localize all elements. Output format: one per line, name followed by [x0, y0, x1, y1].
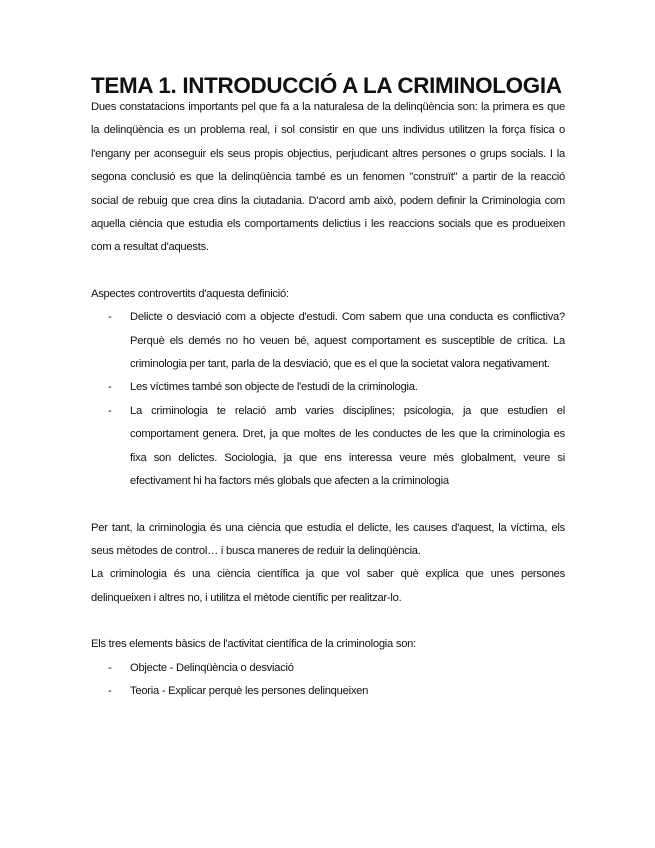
summary-paragraph: Per tant, la criminologia és una ciència que estudia el delicte, les causes d'aquest, la víctima, els seus mètodes de control… i busca maneres de reduir la delinqüència.	[91, 521, 565, 557]
document-title: TEMA 1. INTRODUCCIÓ A LA CRIMINOLOGIA	[91, 73, 562, 98]
elements-heading: Els tres elements bàsics de l'activitat científica de la criminologia son:	[91, 638, 417, 651]
spacer	[91, 494, 565, 517]
list-item-aspect-3: - La criminologia te relació amb varies disciplines; psicologia, ja que estudien el comportament genera. Dret, ja que moltes de les conductes de les que la criminologia es fixa son delictes. Sociologia, ja que ens interessa veure més globalment, veure si efectivament hi ha factors més globals que afecten a la criminologia	[91, 400, 565, 494]
list-item-element-1: - Objecte - Delinqüència o desviació	[91, 657, 565, 680]
spacer	[91, 610, 565, 633]
aspects-list	[91, 306, 565, 493]
scientific-paragraph: La criminologia és una ciència científica ja que vol saber què explica que unes persones delinqueixen i altres no, i utilitza el mètode científic per realitzar-lo.	[91, 568, 565, 604]
aspects-heading: Aspectes controvertits d'aquesta definició:	[91, 287, 289, 300]
document-page	[91, 73, 565, 703]
list-item-aspect-1: - Delicte o desviació com a objecte d'estudi. Com sabem que una conducta es conflictiva? Perquè els demés no ho veuen bé, aquest comportament es susceptible de crítica. La criminologia per tant, parla de la desviació, que es el que la societat valora negativament.	[91, 306, 565, 376]
spacer	[91, 260, 565, 283]
elements-list	[91, 657, 565, 704]
list-item-aspect-2: - Les víctimes també son objecte de l'estudi de la criminologia.	[91, 376, 565, 399]
list-item-element-2: - Teoria - Explicar perquè les persones delinqueixen	[91, 680, 565, 703]
intro-paragraph: Dues constatacions importants pel que fa a la naturalesa de la delinqüència son: la primera es que la delinqüència es un problema real, i sol consistir en que uns individus utilitzen la força física o l'engany per aconseguir els seus propis objectius, perjudicant altres persones o grups socials. I la segona conclusió es que la delinqüència també es un fenomen "construït" a partir de la reacció social de rebuig que crea dins la ciutadania. D'acord amb això, podem definir la Criminologia com aquella ciència que estudia els comportaments delictius i les reaccions socials que es produeixen com a resultat d'aquests.	[91, 101, 565, 254]
